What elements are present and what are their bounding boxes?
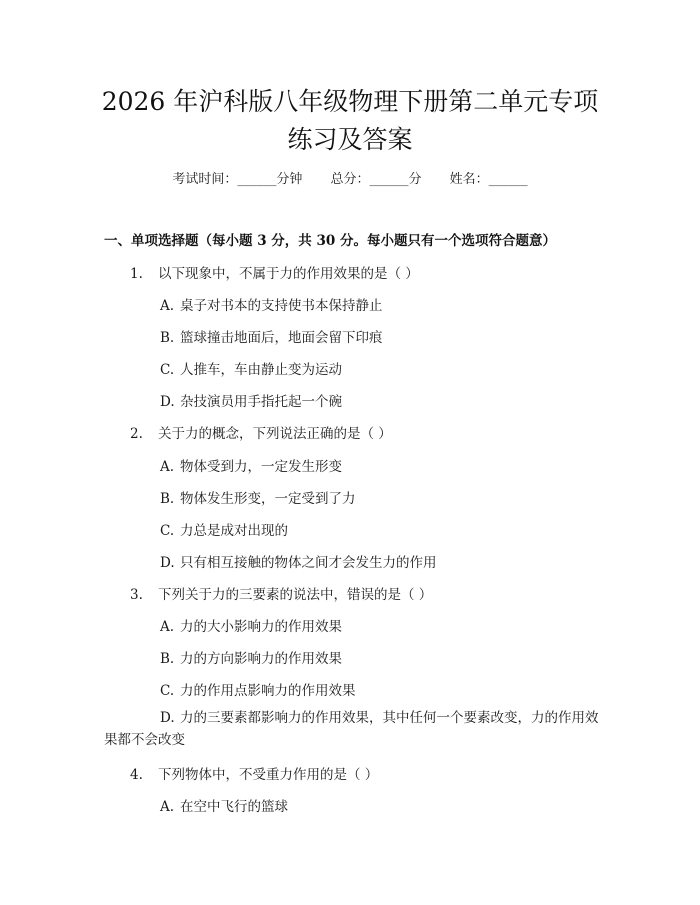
option-4a [160, 795, 288, 815]
option-text: 物体发生形变，一定受到了力 [180, 491, 356, 507]
document-title-line-2: 练习及答案 [287, 125, 413, 154]
option-2a [160, 455, 342, 475]
option-text: 力的三要素都影响力的作用效果，其中任何一个要素改变，力的作用效果都不会改变 [104, 710, 599, 748]
option-letter: C. [160, 523, 175, 539]
question-number: 1. [130, 266, 143, 282]
option-2b [160, 487, 356, 507]
question-2 [130, 422, 392, 442]
option-letter: D. [160, 394, 175, 410]
exam-info [0, 168, 700, 187]
option-2d [160, 551, 437, 571]
option-1d [160, 390, 342, 410]
exam-time: 考试时间：______分钟 [172, 172, 303, 187]
option-letter: A. [160, 459, 175, 475]
option-letter: D. [160, 710, 175, 726]
option-text: 力的大小影响力的作用效果 [180, 619, 342, 635]
option-3b [160, 647, 342, 667]
question-text: 关于力的概念，下列说法正确的是（ ） [158, 426, 392, 442]
option-letter: B. [160, 330, 175, 346]
option-letter: C. [160, 683, 175, 699]
question-number: 3. [130, 587, 143, 603]
option-text: 杂技演员用手指托起一个碗 [180, 394, 342, 410]
question-text: 下列关于力的三要素的说法中，错误的是（ ） [158, 587, 433, 603]
option-text: 力的方向影响力的作用效果 [180, 651, 342, 667]
question-text: 以下现象中，不属于力的作用效果的是（ ） [158, 266, 419, 282]
question-3 [130, 583, 432, 603]
option-1b [160, 326, 383, 346]
option-3a [160, 615, 342, 635]
option-text: 力总是成对出现的 [180, 523, 288, 539]
question-1 [130, 262, 419, 282]
option-letter: D. [160, 555, 175, 571]
question-number: 2. [130, 426, 143, 442]
option-text: 只有相互接触的物体之间才会发生力的作用 [180, 555, 437, 571]
option-letter: B. [160, 651, 175, 667]
option-letter: B. [160, 491, 175, 507]
option-letter: C. [160, 362, 175, 378]
document-title-line-1: 2026 年沪科版八年级物理下册第二单元专项 [101, 87, 599, 116]
option-2c [160, 519, 288, 539]
option-1a [160, 294, 383, 314]
option-1c [160, 358, 342, 378]
question-text: 下列物体中，不受重力作用的是（ ） [158, 767, 379, 783]
option-3c [160, 679, 356, 699]
question-number: 4. [130, 767, 143, 783]
section-heading-single-choice: 一、单项选择题（每小题 3 分，共 30 分。每小题只有一个选项符合题意） [104, 233, 556, 249]
question-4 [130, 763, 378, 783]
student-name: 姓名：______ [449, 172, 528, 187]
option-text: 在空中飞行的篮球 [180, 799, 288, 815]
option-letter: A. [160, 619, 175, 635]
option-text: 力的作用点影响力的作用效果 [180, 683, 356, 699]
option-text: 篮球撞击地面后，地面会留下印痕 [180, 330, 383, 346]
option-text: 人推车，车由静止变为运动 [180, 362, 342, 378]
total-score: 总分：______分 [330, 172, 422, 187]
option-letter: A. [160, 298, 175, 314]
option-text: 桌子对书本的支持使书本保持静止 [180, 298, 383, 314]
option-text: 物体受到力，一定发生形变 [180, 459, 342, 475]
option-3d [104, 707, 604, 751]
option-letter: A. [160, 799, 175, 815]
